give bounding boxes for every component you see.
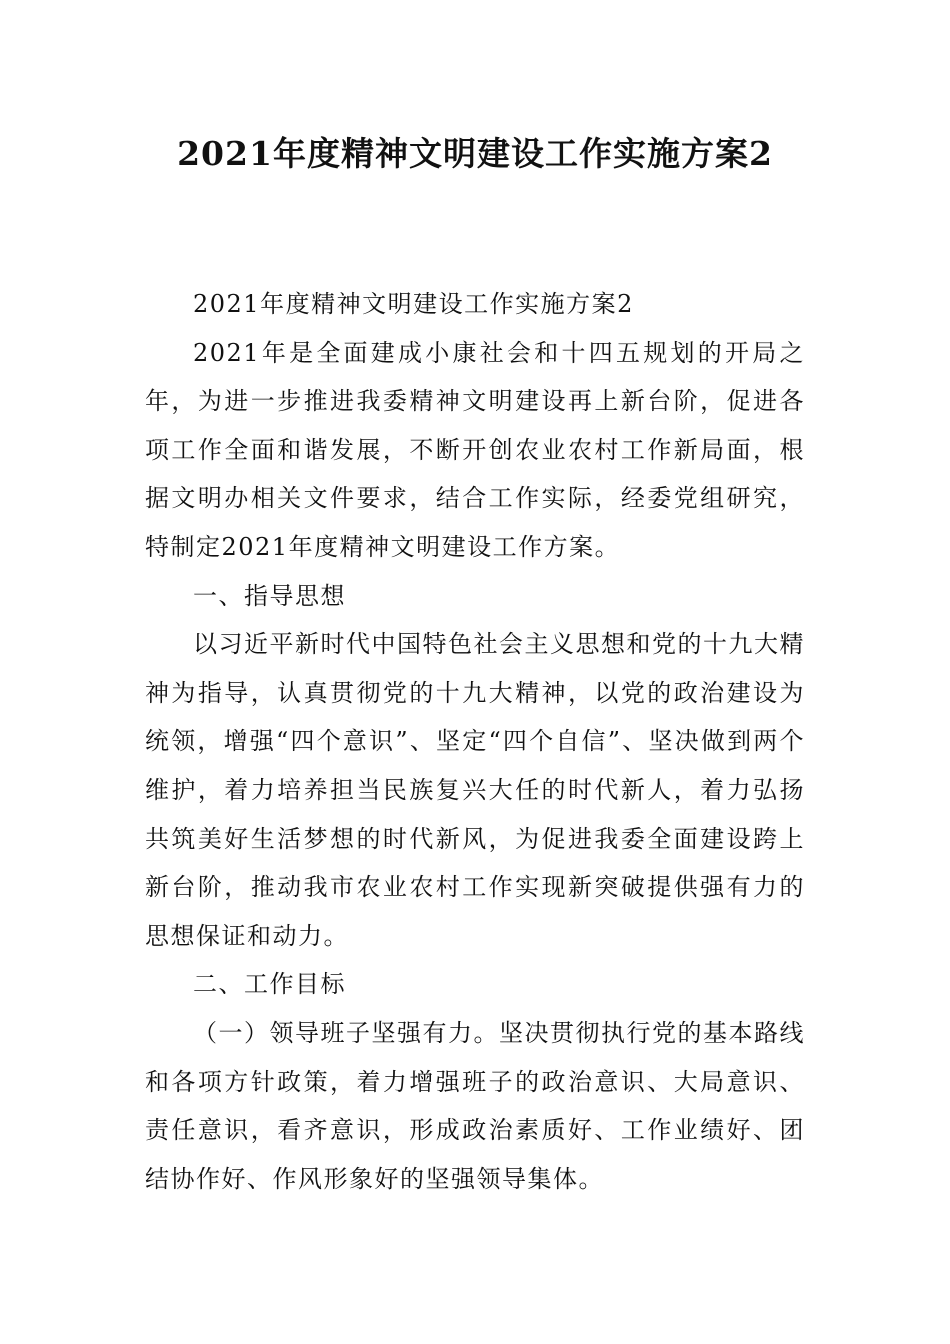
paragraph-guiding-ideology: 以习近平新时代中国特色社会主义思想和党的十九大精神为指导，认真贯彻党的十九大精神，以党的政治建设为统领，增强“四个意识”、坚定“四个自信”、坚决做到两个维护，着力培养担当民族复兴大任的时代新人，着力弘扬共筑美好生活梦想的时代新风，为促进我委全面建设跨上新台阶，推动我市农业农村工作实现新突破提供强有力的思想保证和动力。	[145, 630, 805, 950]
paragraph-intro: 2021年是全面建成小康社会和十四五规划的开局之年，为进一步推进我委精神文明建设再上新台阶，促进各项工作全面和谐发展，不断开创农业农村工作新局面，根据文明办相关文件要求，结合工作实际，经委党组研究，特制定2021年度精神文明建设工作方案。	[145, 338, 805, 561]
section-heading-guiding-ideology: 一、指导思想	[193, 581, 346, 610]
document-body	[145, 280, 805, 1203]
document-title: 2021年度精神文明建设工作实施方案2	[177, 134, 773, 173]
paragraph-subtitle: 2021年度精神文明建设工作实施方案2	[193, 290, 634, 318]
section-heading-work-goals: 二、工作目标	[193, 970, 346, 999]
paragraph-work-goal-1: （一）领导班子坚强有力。坚决贯彻执行党的基本路线和各项方针政策，着力增强班子的政治意识、大局意识、责任意识，看齐意识，形成政治素质好、工作业绩好、团结协作好、作风形象好的坚强领导集体。	[145, 1018, 805, 1193]
